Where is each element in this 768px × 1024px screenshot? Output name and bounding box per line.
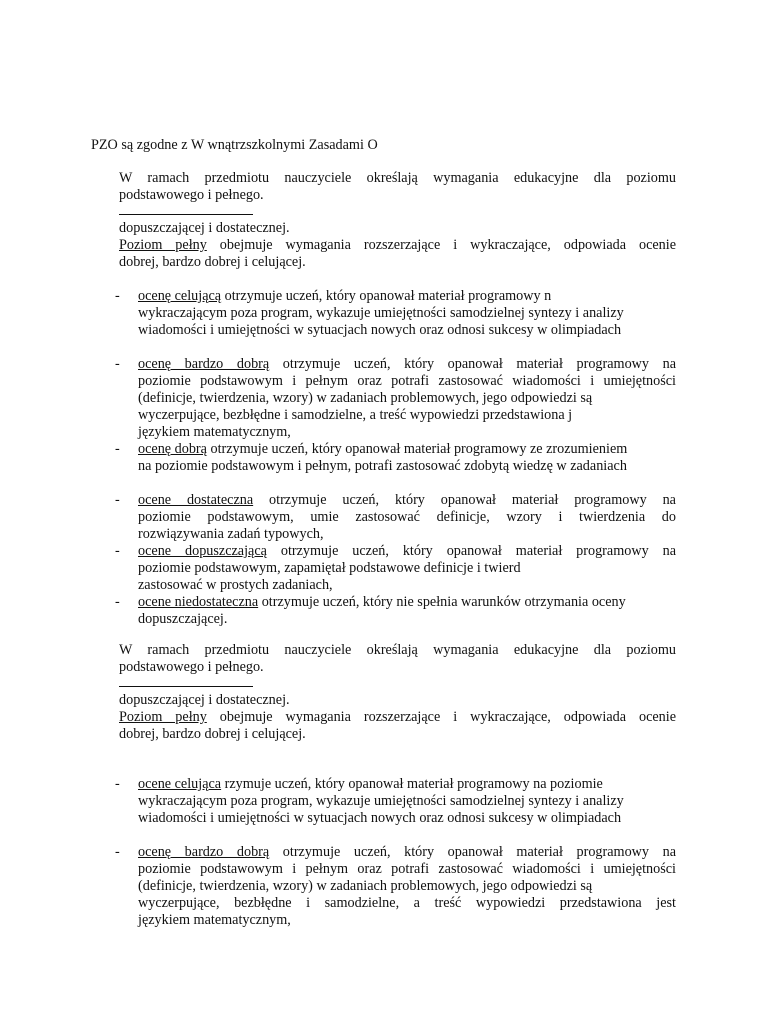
grade-dobra-line: ocenę dobrą otrzymuje uczeń, który opanował materiał programowy ze zrozumieniem bbox=[138, 441, 628, 457]
grade-dopuszczajaca-line: zastosować w prostych zadaniach, bbox=[138, 577, 333, 593]
document-heading: PZO są zgodne z W wnątrzszkolnymi Zasadami O bbox=[91, 137, 378, 153]
grade-celujaca-line: ocene celująca rzymuje uczeń, który opanował materiał programowy na poziomie bbox=[138, 776, 603, 792]
grade-dostateczna-line: ocene dostateczna otrzymuje uczeń, który opanował materiał programowy na bbox=[138, 492, 676, 508]
grade-niedostateczna-line: dopuszczającej. bbox=[138, 611, 228, 627]
intro-line: dobrej, bardzo dobrej i celującej. bbox=[119, 254, 306, 270]
grade-bardzo-dobra-line: wyczerpujące, bezbłędne i samodzielne, a treść wypowiedzi przedstawiona jest bbox=[138, 895, 676, 911]
intro-line: podstawowego i pełnego. bbox=[119, 659, 264, 675]
grade-bardzo-dobra-line: poziomie podstawowym i pełnym oraz potrafi zastosować wiadomości i umiejętności bbox=[138, 861, 676, 877]
grade-bardzo-dobra-line: (definicje, twierdzenia, wzory) w zadaniach problemowych, jego odpowiedzi są bbox=[138, 878, 593, 894]
bullet-dash: - bbox=[115, 844, 120, 860]
grade-dopuszczajaca-line: poziomie podstawowym, zapamiętał podstawowe definicje i twierd bbox=[138, 560, 521, 576]
level-text: obejmuje wymagania rozszerzające i wykraczające, odpowiada ocenie bbox=[206, 709, 676, 725]
bullet-dash: - bbox=[115, 441, 120, 457]
grade-term: ocenę bardzo dobrą bbox=[138, 356, 270, 372]
grade-celujaca-line: wiadomości i umiejętności w sytuacjach nowych oraz odnosi sukcesy w olimpiadach bbox=[138, 322, 622, 338]
level-description bbox=[119, 709, 676, 726]
intro-line: W ramach przedmiotu nauczyciele określają wymagania edukacyjne dla poziomu bbox=[119, 642, 676, 658]
grade-term: ocene dostateczna bbox=[138, 492, 254, 508]
intro-line: dobrej, bardzo dobrej i celującej. bbox=[119, 726, 306, 742]
grade-dostateczna-line: poziomie podstawowym, umie zastosować definicje, wzory i twierdzenia do bbox=[138, 509, 676, 525]
grade-bardzo-dobra-line: ocenę bardzo dobrą otrzymuje uczeń, który opanował materiał programowy na bbox=[138, 844, 676, 860]
level-description bbox=[119, 237, 676, 254]
level-text: obejmuje wymagania rozszerzające i wykraczające, odpowiada ocenie bbox=[206, 237, 676, 253]
grade-celujaca-line: wykraczającym poza program, wykazuje umiejętności samodzielnej syntezy i analizy bbox=[138, 305, 624, 321]
grade-dobra-line: na poziomie podstawowym i pełnym, potrafi zastosować zdobytą wiedzę w zadaniach bbox=[138, 458, 627, 474]
blank-underline bbox=[119, 686, 253, 687]
grade-bardzo-dobra-line: poziomie podstawowym i pełnym oraz potrafi zastosować wiadomości i umiejętności bbox=[138, 373, 676, 389]
intro-line: dopuszczającej i dostatecznej. bbox=[119, 220, 290, 236]
grade-dopuszczajaca-line: ocene dopuszczającą otrzymuje uczeń, który opanował materiał programowy na bbox=[138, 543, 676, 559]
grade-term: ocene niedostateczna bbox=[138, 594, 259, 610]
bullet-dash: - bbox=[115, 492, 120, 508]
blank-underline bbox=[119, 214, 253, 215]
grade-celujaca-line: wykraczającym poza program, wykazuje umiejętności samodzielnej syntezy i analizy bbox=[138, 793, 624, 809]
grade-term: ocenę bardzo dobrą bbox=[138, 844, 270, 860]
grade-celujaca-line: wiadomości i umiejętności w sytuacjach nowych oraz odnosi sukcesy w olimpiadach bbox=[138, 810, 622, 826]
bullet-dash: - bbox=[115, 356, 120, 372]
bullet-dash: - bbox=[115, 288, 120, 304]
grade-dostateczna-line: rozwiązywania zadań typowych, bbox=[138, 526, 324, 542]
bullet-dash: - bbox=[115, 543, 120, 559]
intro-line: podstawowego i pełnego. bbox=[119, 187, 264, 203]
grade-bardzo-dobra-line: językiem matematycznym, bbox=[138, 424, 291, 440]
grade-bardzo-dobra-line: (definicje, twierdzenia, wzory) w zadaniach problemowych, jego odpowiedzi są bbox=[138, 390, 593, 406]
grade-bardzo-dobra-line: językiem matematycznym, bbox=[138, 912, 291, 928]
grade-bardzo-dobra-line: wyczerpujące, bezbłędne i samodzielne, a treść wypowiedzi przedstawiona j bbox=[138, 407, 573, 423]
intro-line: W ramach przedmiotu nauczyciele określają wymagania edukacyjne dla poziomu bbox=[119, 170, 676, 186]
grade-term: ocene dopuszczającą bbox=[138, 543, 267, 559]
grade-term: ocene celująca bbox=[138, 776, 222, 792]
grade-term: ocenę dobrą bbox=[138, 441, 207, 457]
grade-celujaca-line: ocenę celującą otrzymuje uczeń, który opanował materiał programowy n bbox=[138, 288, 552, 304]
grade-bardzo-dobra-line: ocenę bardzo dobrą otrzymuje uczeń, który opanował materiał programowy na bbox=[138, 356, 676, 372]
bullet-dash: - bbox=[115, 776, 120, 792]
level-term: Poziom pełny bbox=[119, 237, 207, 253]
level-term: Poziom pełny bbox=[119, 709, 207, 725]
intro-line: dopuszczającej i dostatecznej. bbox=[119, 692, 290, 708]
bullet-dash: - bbox=[115, 594, 120, 610]
grade-niedostateczna-line: ocene niedostateczna otrzymuje uczeń, który nie spełnia warunków otrzymania oceny bbox=[138, 594, 626, 610]
grade-term: ocenę celującą bbox=[138, 288, 222, 304]
